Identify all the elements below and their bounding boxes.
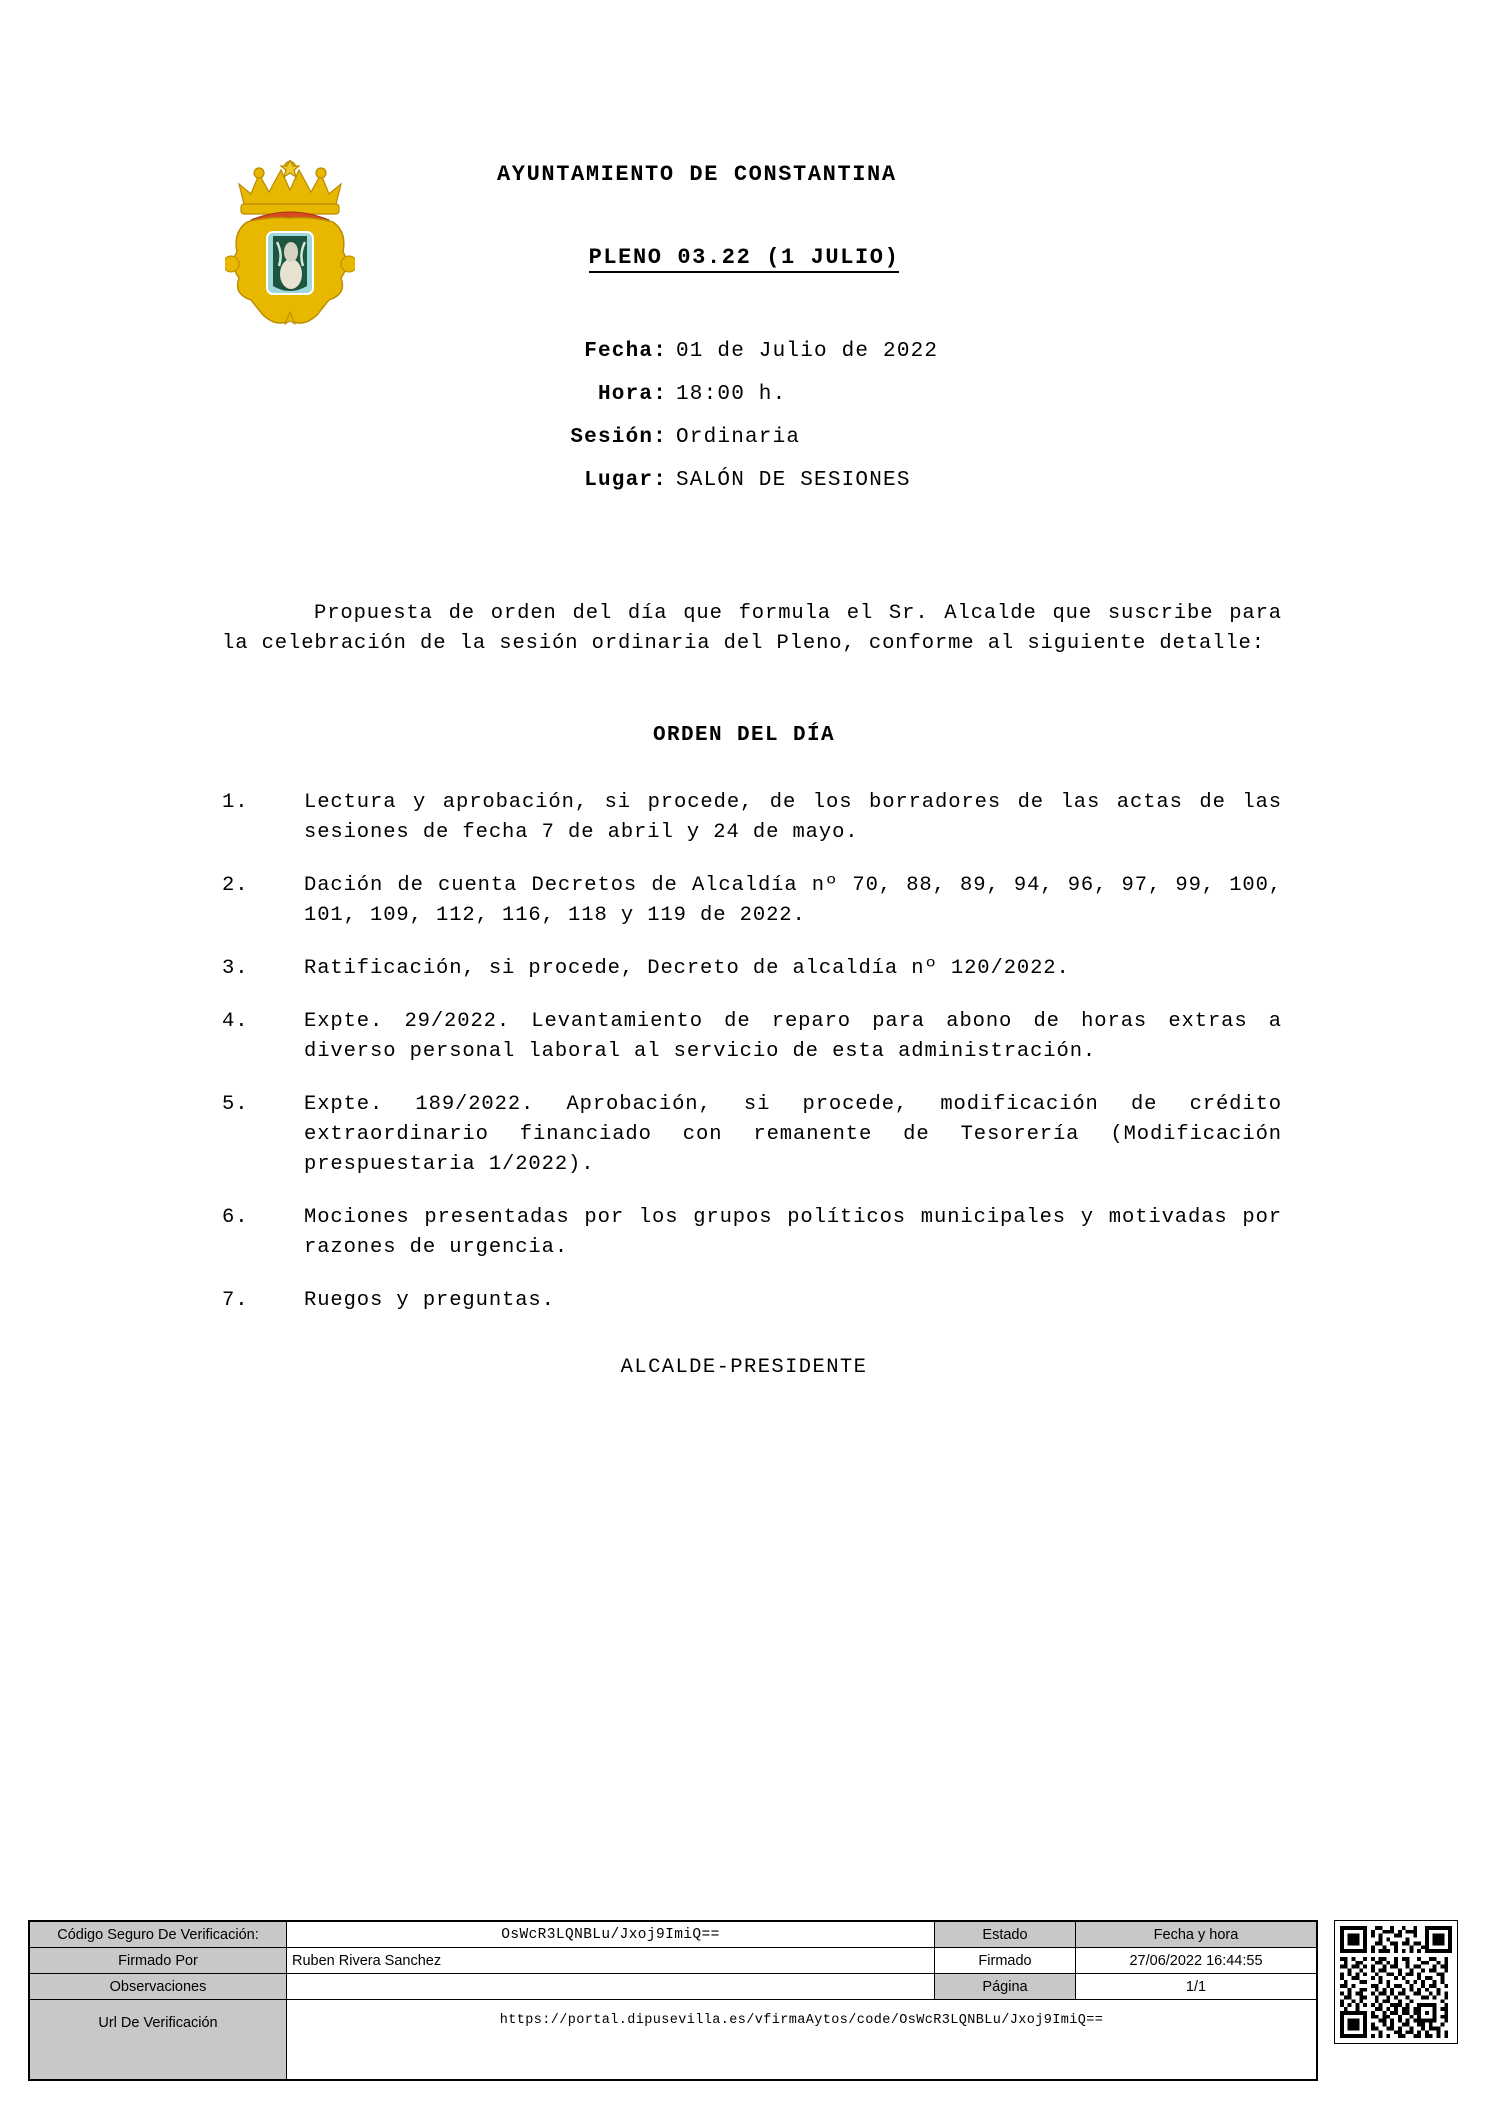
agenda-item (222, 1286, 1282, 1316)
label-fecha-hora: Fecha y hora (1076, 1921, 1318, 1948)
agenda-item-number: 3. (222, 957, 249, 980)
agenda-list (222, 788, 1282, 1339)
agenda-item-text: Expte. 29/2022. Levantamiento de reparo para abono de horas extras a diverso personal laboral al servicio de esta administración. (304, 1010, 1282, 1063)
value-fecha-hora: 27/06/2022 16:44:55 (1076, 1948, 1318, 1974)
agenda-item-number: 6. (222, 1206, 249, 1229)
value-url-verificacion[interactable]: https://portal.dipusevilla.es/vfirmaAytos/code/OsWcR3LQNBLu/Jxoj9ImiQ== (287, 2000, 1318, 2081)
table-row (29, 1921, 1317, 1948)
value-estado: Firmado (935, 1948, 1076, 1974)
agenda-item-text: Mociones presentadas por los grupos políticos municipales y motivadas por razones de urgencia. (304, 1206, 1282, 1259)
intro-paragraph: Propuesta de orden del día que formula el Sr. Alcalde que suscribe para la celebración de la sesión ordinaria del Pleno, conforme al siguiente detalle: (222, 601, 1282, 655)
detail-value-sesion: Ordinaria (676, 426, 801, 449)
label-csv: Código Seguro De Verificación: (29, 1921, 287, 1948)
agenda-item (222, 1203, 1282, 1263)
value-pagina: 1/1 (1076, 1974, 1318, 2000)
page-title (0, 245, 1488, 270)
detail-label-sesion: Sesión: (570, 426, 667, 449)
agenda-item (222, 871, 1282, 931)
agenda-item (222, 954, 1282, 984)
value-observaciones (287, 1974, 935, 2000)
agenda-heading: ORDEN DEL DÍA (652, 724, 836, 747)
detail-label-fecha: Fecha: (584, 340, 667, 363)
agenda-item (222, 1007, 1282, 1067)
label-url-verificacion: Url De Verificación (29, 2000, 287, 2081)
verification-footer (28, 1920, 1460, 2081)
label-observaciones: Observaciones (29, 1974, 287, 2000)
table-row (29, 1948, 1317, 1974)
label-estado: Estado (935, 1921, 1076, 1948)
page-title-text: PLENO 03.22 (1 JULIO) (589, 245, 900, 273)
verification-table (28, 1920, 1318, 2081)
agenda-item-number: 7. (222, 1289, 249, 1312)
label-pagina: Página (935, 1974, 1076, 2000)
agenda-item-number: 5. (222, 1093, 249, 1116)
agenda-item (222, 1090, 1282, 1180)
agenda-item-text: Ratificación, si procede, Decreto de alcaldía nº 120/2022. (304, 957, 1070, 980)
agenda-item-number: 1. (222, 791, 249, 814)
organization-title: AYUNTAMIENTO DE CONSTANTINA (497, 162, 897, 187)
agenda-item-text: Ruegos y preguntas. (304, 1289, 555, 1312)
agenda-item-number: 4. (222, 1010, 249, 1033)
label-firmado-por: Firmado Por (29, 1948, 287, 1974)
agenda-item-text: Expte. 189/2022. Aprobación, si procede, modificación de crédito extraordinario financiado con remanente de Tesorería (Modificación prespuestaria 1/2022). (304, 1093, 1282, 1176)
agenda-item-text: Lectura y aprobación, si procede, de los borradores de las actas de las sesiones de fecha 7 de abril y 24 de mayo. (304, 791, 1282, 844)
detail-label-lugar: Lugar: (584, 469, 667, 492)
detail-row-hora (0, 373, 1488, 416)
agenda-item-number: 2. (222, 874, 249, 897)
session-details (0, 330, 1488, 502)
detail-label-hora: Hora: (597, 383, 667, 406)
detail-value-lugar: SALÓN DE SESIONES (676, 469, 911, 492)
agenda-item-text: Dación de cuenta Decretos de Alcaldía nº 70, 88, 89, 94, 96, 97, 99, 100, 101, 109, 112, 116, 118 y 119 de 2022. (304, 874, 1282, 927)
value-firmado-por: Ruben Rivera Sanchez (287, 1948, 935, 1974)
signature-line: ALCALDE-PRESIDENTE (620, 1356, 868, 1379)
detail-value-fecha: 01 de Julio de 2022 (676, 340, 939, 363)
detail-row-lugar (0, 459, 1488, 502)
detail-value-hora: 18:00 h. (676, 383, 787, 406)
qr-code-icon[interactable] (1334, 1920, 1458, 2044)
detail-row-sesion (0, 416, 1488, 459)
value-csv: OsWcR3LQNBLu/Jxoj9ImiQ== (287, 1921, 935, 1948)
table-row (29, 2000, 1317, 2081)
detail-row-fecha (0, 330, 1488, 373)
agenda-item (222, 788, 1282, 848)
coat-of-arms-icon (225, 160, 355, 325)
table-row (29, 1974, 1317, 2000)
